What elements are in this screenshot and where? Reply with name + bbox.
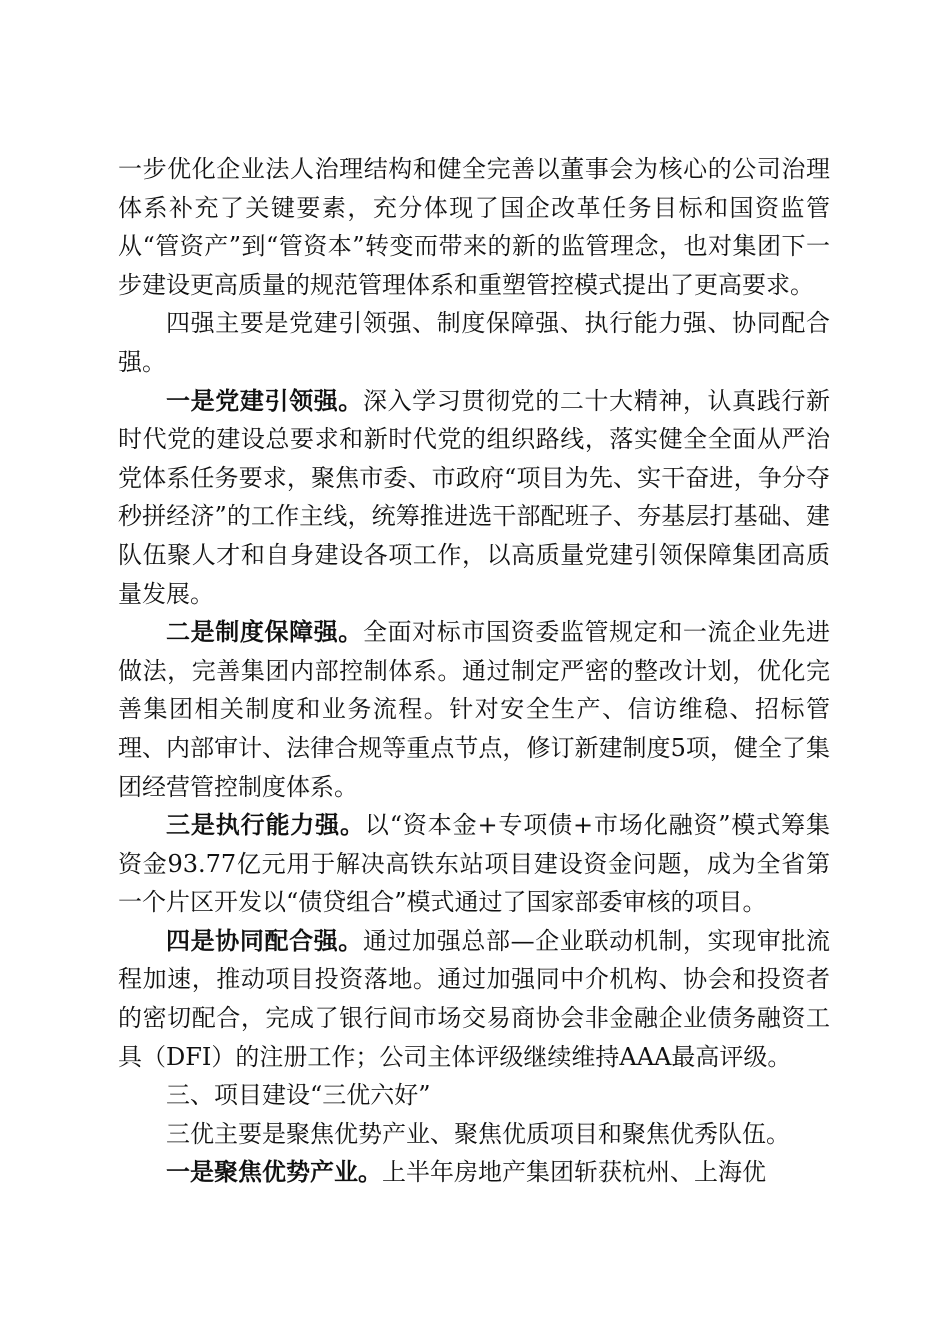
paragraph-advantaged-industries [118,1153,830,1192]
paragraph-three-priorities-intro [118,1115,830,1154]
paragraph-lead: 二是制度保障强。 [166,617,363,647]
section-heading [118,1076,830,1115]
paragraph-text: 以“资本金+专项债+市场化融资”模式筹集资金93.77亿元用于解决高铁东站项目建设资金问题，成为全省第一个片区开发以“债贷组合”模式通过了国家部委审核的项目。 [118,811,830,917]
paragraph-lead: 一是党建引领强。 [166,385,363,415]
paragraph-institutional-guarantee [118,613,830,806]
paragraph-text: 通过加强总部—企业联动机制，实现审批流程加速，推动项目投资落地。通过加强同中介机构、协会和投资者的密切配合，完成了银行间市场交易商协会非金融企业债务融资工具（DFI）的注册工作；公司主体评级继续维持AAA最高评级。 [118,926,831,1071]
paragraph-lead: 三是执行能力强。 [166,810,365,840]
paragraph-text: 上半年房地产集团斩获杭州、上海优 [382,1158,766,1187]
paragraph-text: 三优主要是聚焦优势产业、聚焦优质项目和聚焦优秀队伍。 [166,1119,790,1148]
paragraph-governance [118,150,830,304]
paragraph-execution-capability [118,806,830,922]
paragraph-coordination [118,922,830,1076]
paragraph-party-building [118,382,830,614]
paragraph-four-strengths-intro [118,304,830,381]
paragraph-text: 深入学习贯彻党的二十大精神，认真践行新时代党的建设总要求和新时代党的组织路线，落实健全全面从严治党体系任务要求，聚焦市委、市政府“项目为先、实干奋进，争分夺秒拼经济”的工作主线，统筹推进选干部配班子、夯基层打基础、建队伍聚人才和自身建设各项工作，以高质量党建引领保障集团高质量发展。 [118,386,831,608]
paragraph-lead: 一是聚焦优势产业。 [166,1157,382,1187]
paragraph-lead: 四是协同配合强。 [166,925,363,955]
paragraph-text: 四强主要是党建引领强、制度保障强、执行能力强、协同配合强。 [118,309,830,376]
section-heading-text: 三、项目建设“三优六好” [166,1081,431,1110]
paragraph-text: 一步优化企业法人治理结构和健全完善以董事会为核心的公司治理体系补充了关键要素，充分体现了国企改革任务目标和国资监管从“管资产”到“管资本”转变而带来的新的监管理念，也对集团下一步建设更高质量的规范管理体系和重塑管控模式提出了更高要求。 [118,155,830,299]
document-page [118,150,830,1192]
paragraph-text: 全面对标市国资委监管规定和一流企业先进做法，完善集团内部控制体系。通过制定严密的整改计划，优化完善集团相关制度和业务流程。针对安全生产、信访维稳、招标管理、内部审计、法律合规等重点节点，修订新建制度5项，健全了集团经营管控制度体系。 [118,618,831,801]
